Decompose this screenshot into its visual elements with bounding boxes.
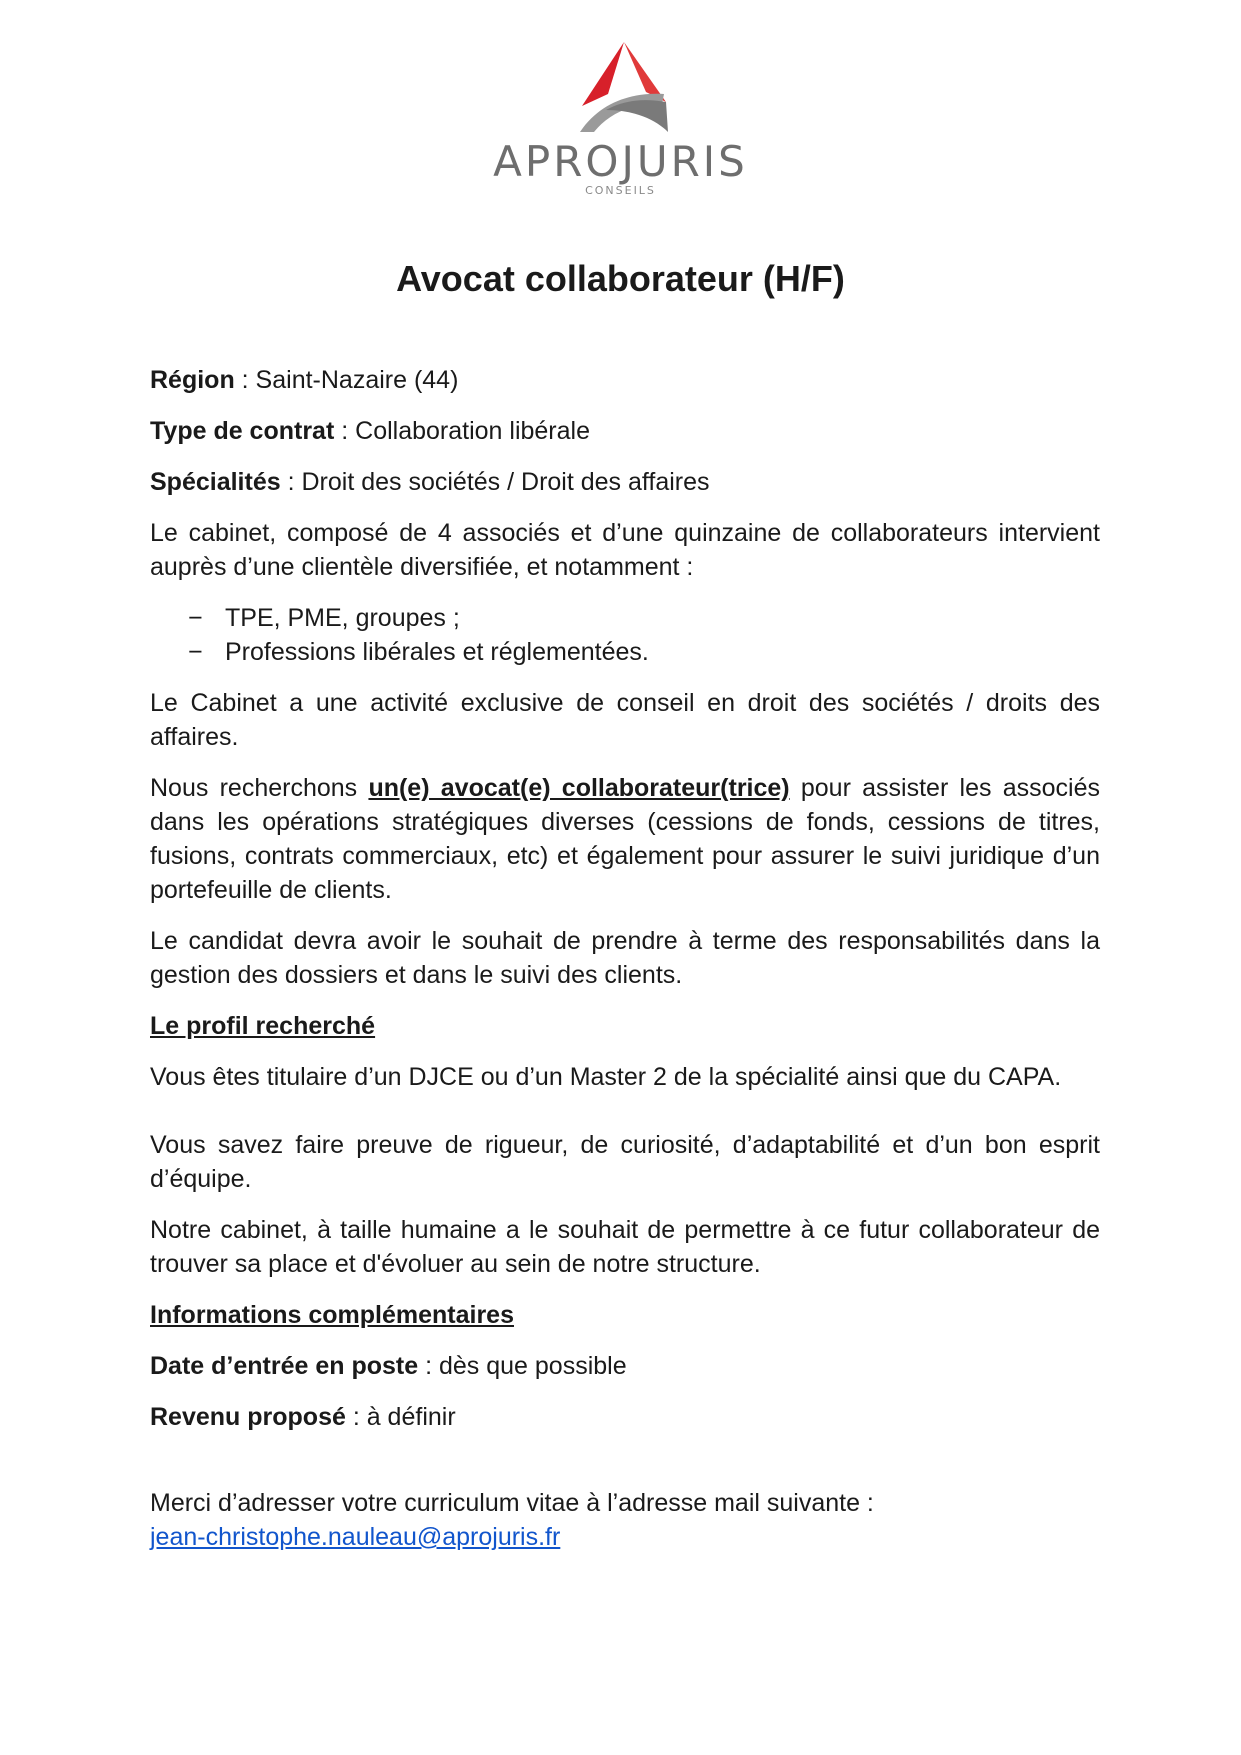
salary-value: : à définir: [345, 1403, 456, 1431]
clients-list: [150, 601, 1100, 669]
spacer: [150, 1434, 1100, 1486]
intro-paragraph: Le cabinet, composé de 4 associés et d’une quinzaine de collaborateurs intervient auprès d’une clientèle diversifiée, et notamment :: [150, 519, 1100, 581]
list-item-text: Professions libérales et réglementées.: [225, 638, 649, 666]
contact-text: Merci d’adresser votre curriculum vitae à l’adresse mail suivante :: [150, 1489, 874, 1517]
candidate-paragraph: Le candidat devra avoir le souhait de prendre à terme des responsabilités dans la gestion des dossiers et dans le suivi des clients.: [150, 927, 1100, 989]
start-label: Date d’entrée en poste: [150, 1352, 419, 1380]
job-posting-body: [150, 363, 1100, 1554]
region-label: Région: [150, 366, 235, 394]
profile-paragraph-1: Vous êtes titulaire d’un DJCE ou d’un Master 2 de la spécialité ainsi que du CAPA.: [150, 1063, 1062, 1091]
salary-line: [150, 1400, 1100, 1434]
info-heading: Informations complémentaires: [150, 1301, 514, 1329]
contact-paragraph: [150, 1486, 1100, 1554]
list-item: [150, 601, 1100, 635]
contract-line: [150, 414, 1100, 448]
search-paragraph: [150, 771, 1100, 907]
start-line: [150, 1349, 1100, 1383]
profile-paragraph-3: Notre cabinet, à taille humaine a le souhait de permettre à ce futur collaborateur de trouver sa place et d'évoluer au sein de notre structure.: [150, 1216, 1100, 1278]
profile-paragraph-2: Vous savez faire preuve de rigueur, de curiosité, d’adaptabilité et d’un bon esprit d’équipe.: [150, 1131, 1100, 1193]
search-highlight: un(e) avocat(e) collaborateur(trice): [368, 774, 790, 802]
list-item-text: TPE, PME, groupes ;: [225, 604, 460, 632]
region-value: : Saint-Nazaire (44): [234, 366, 459, 394]
activity-paragraph: Le Cabinet a une activité exclusive de conseil en droit des sociétés / droits des affaires.: [150, 689, 1100, 751]
logo-sub-text: CONSEILS: [585, 184, 656, 197]
company-logo: [0, 40, 1241, 198]
search-suffix: pour assister les associés dans les opérations stratégiques diverses (cessions de fonds, cessions de titres, fusions, contrats commerciaux, etc) et également pour assurer le suivi juridique d’un portefeuille de clients.: [150, 774, 1100, 904]
logo-mark-icon: [566, 40, 676, 136]
contract-value: : Collaboration libérale: [334, 417, 590, 445]
dash-bullet-icon: −: [188, 604, 203, 632]
contract-label: Type de contrat: [150, 417, 335, 445]
dash-bullet-icon: −: [188, 638, 203, 666]
specialties-value: : Droit des sociétés / Droit des affaires: [280, 468, 710, 496]
contact-email-link[interactable]: jean-christophe.nauleau@aprojuris.fr: [150, 1523, 561, 1551]
region-line: [150, 363, 1100, 397]
page-title: Avocat collaborateur (H/F): [396, 258, 845, 299]
salary-label: Revenu proposé: [150, 1403, 346, 1431]
profile-heading: Le profil recherché: [150, 1012, 376, 1040]
logo-brand-text: APROJURIS: [493, 137, 748, 186]
specialties-label: Spécialités: [150, 468, 281, 496]
search-prefix: Nous recherchons: [150, 774, 369, 802]
specialties-line: [150, 465, 1100, 499]
spacer: [150, 1094, 1100, 1128]
start-value: : dès que possible: [418, 1352, 627, 1380]
list-item: [150, 635, 1100, 669]
